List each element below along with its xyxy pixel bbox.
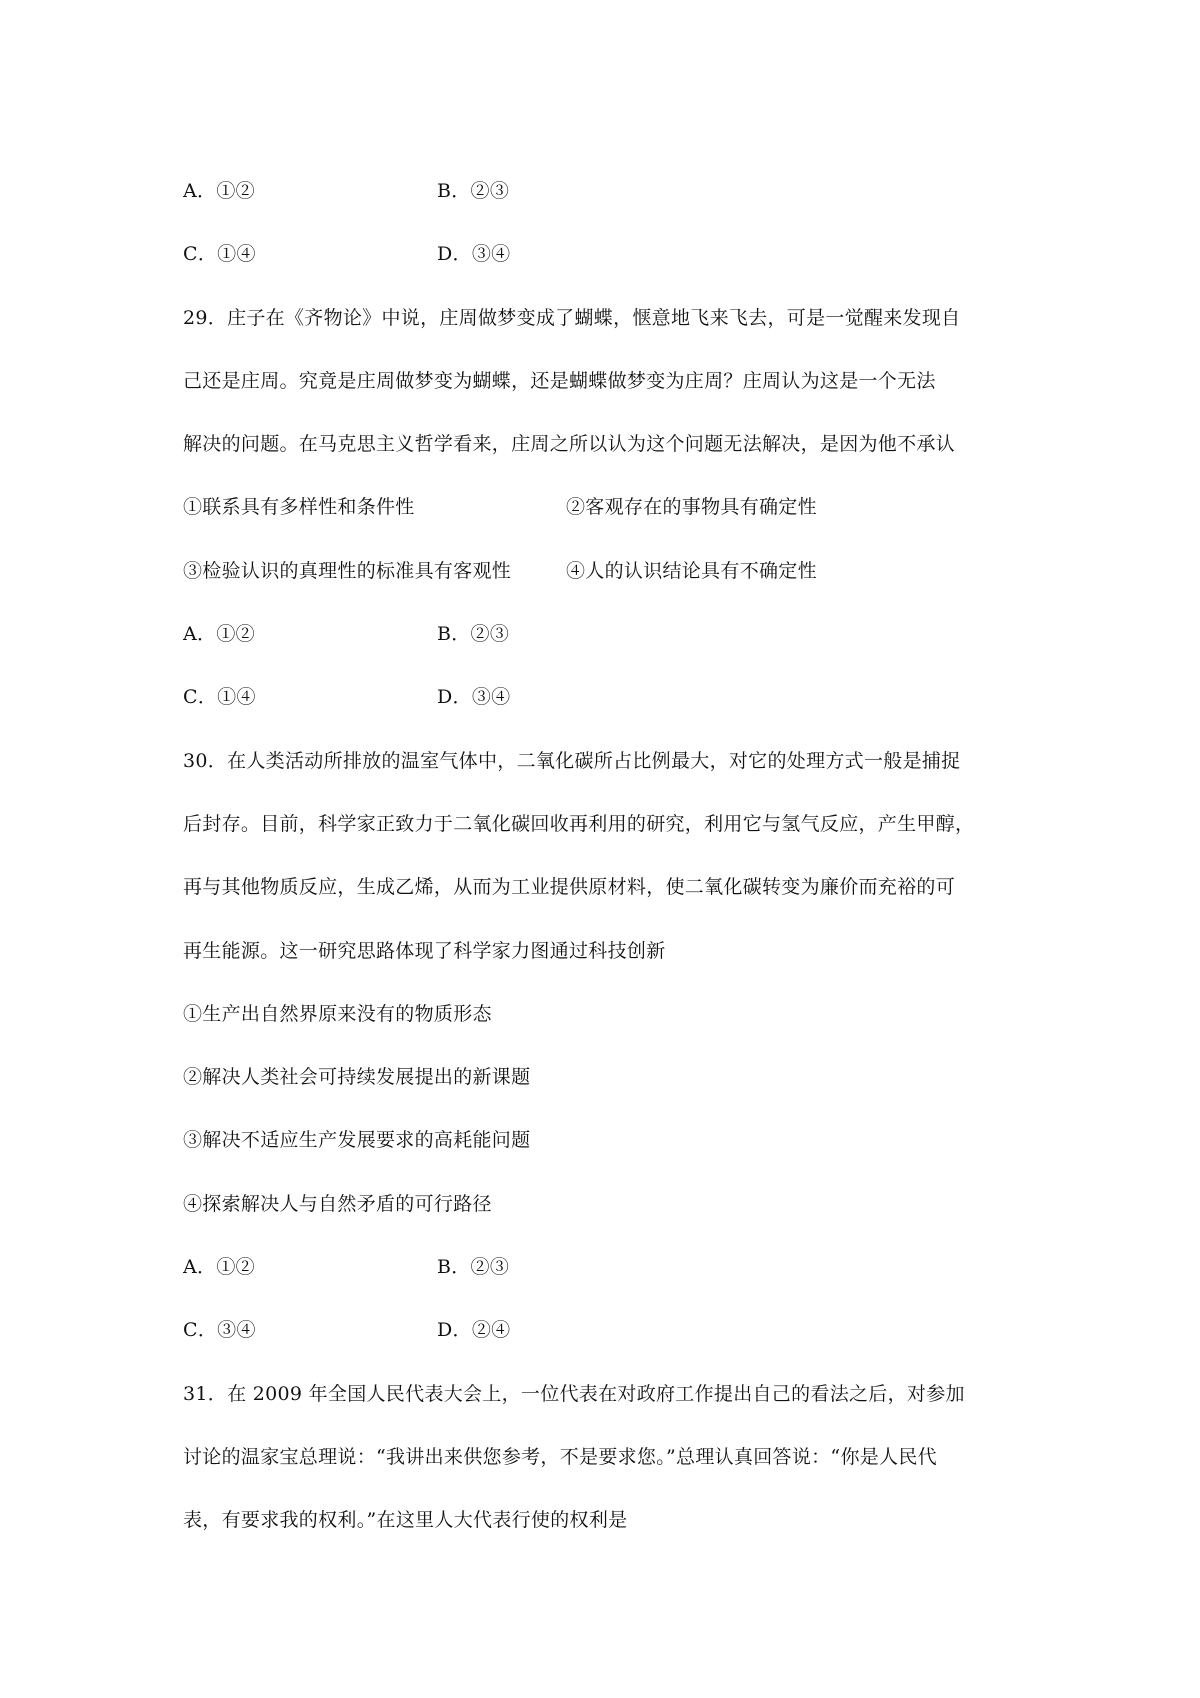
q31-stem-line: 讨论的温家宝总理说：“我讲出来供您参考，不是要求您。”总理认真回答说：“你是人民代 (183, 1445, 937, 1468)
option-c[interactable]: C．①④ (183, 243, 256, 266)
option-d[interactable]: D．②④ (437, 1319, 511, 1342)
statement-1: ①联系具有多样性和条件性 (183, 496, 415, 519)
q30-stem-line: 30．在人类活动所排放的温室气体中，二氧化碳所占比例最大，对它的处理方式一般是捕捉 (183, 749, 961, 772)
statement-4: ④人的认识结论具有不确定性 (566, 559, 817, 582)
q29-statement-row (183, 476, 1033, 539)
q31-stem-line: 31．在 2009 年全国人民代表大会上，一位代表在对政府工作提出自己的看法之后，对参加 (183, 1382, 965, 1405)
q30-stem-line: 再生能源。这一研究思路体现了科学家力图通过科技创新 (183, 939, 666, 962)
option-d[interactable]: D．③④ (437, 243, 511, 266)
q29-statement-row (183, 540, 1033, 603)
q30-stem-line: 再与其他物质反应，生成乙烯，从而为工业提供原材料，使二氧化碳转变为廉价而充裕的可 (183, 876, 956, 899)
q28-option-row (183, 223, 1033, 286)
q29-stem-line: 29．庄子在《齐物论》中说，庄周做梦变成了蝴蝶，惬意地飞来飞去，可是一觉醒来发现自 (183, 306, 961, 329)
option-b[interactable]: B．②③ (437, 180, 510, 202)
q30-stem-line: 后封存。目前，科学家正致力于二氧化碳回收再利用的研究，利用它与氢气反应，产生甲醇， (183, 812, 975, 835)
statement-3: ③检验认识的真理性的标准具有客观性 (183, 559, 512, 582)
option-d[interactable]: D．③④ (437, 686, 511, 709)
q30-option-row (183, 1236, 1033, 1299)
statement-2: ②客观存在的事物具有确定性 (566, 496, 817, 519)
q29-stem-line: 解决的问题。在马克思主义哲学看来，庄周之所以认为这个问题无法解决，是因为他不承认 (183, 433, 956, 456)
q29-stem-line: 己还是庄周。究竟是庄周做梦变为蝴蝶，还是蝴蝶做梦变为庄周？庄周认为这是一个无法 (183, 369, 936, 392)
option-a[interactable]: A．①② (183, 180, 255, 202)
q29-option-row (183, 666, 1033, 729)
statement-4: ④探索解决人与自然矛盾的可行路径 (183, 1192, 492, 1215)
exam-page (183, 160, 1033, 1553)
q31-stem-line: 表，有要求我的权利。”在这里人大代表行使的权利是 (183, 1509, 628, 1532)
option-a[interactable]: A．①② (183, 1256, 255, 1279)
q29-option-row (183, 603, 1033, 666)
option-b[interactable]: B．②③ (437, 1256, 510, 1279)
statement-1: ①生产出自然界原来没有的物质形态 (183, 1002, 492, 1025)
statement-2: ②解决人类社会可持续发展提出的新课题 (183, 1066, 531, 1089)
option-c[interactable]: C．①④ (183, 686, 256, 709)
q30-option-row (183, 1299, 1033, 1362)
q28-option-row (183, 160, 1033, 223)
statement-3: ③解决不适应生产发展要求的高耗能问题 (183, 1129, 531, 1152)
option-b[interactable]: B．②③ (437, 623, 510, 646)
option-a[interactable]: A．①② (183, 623, 255, 646)
option-c[interactable]: C．③④ (183, 1319, 256, 1342)
